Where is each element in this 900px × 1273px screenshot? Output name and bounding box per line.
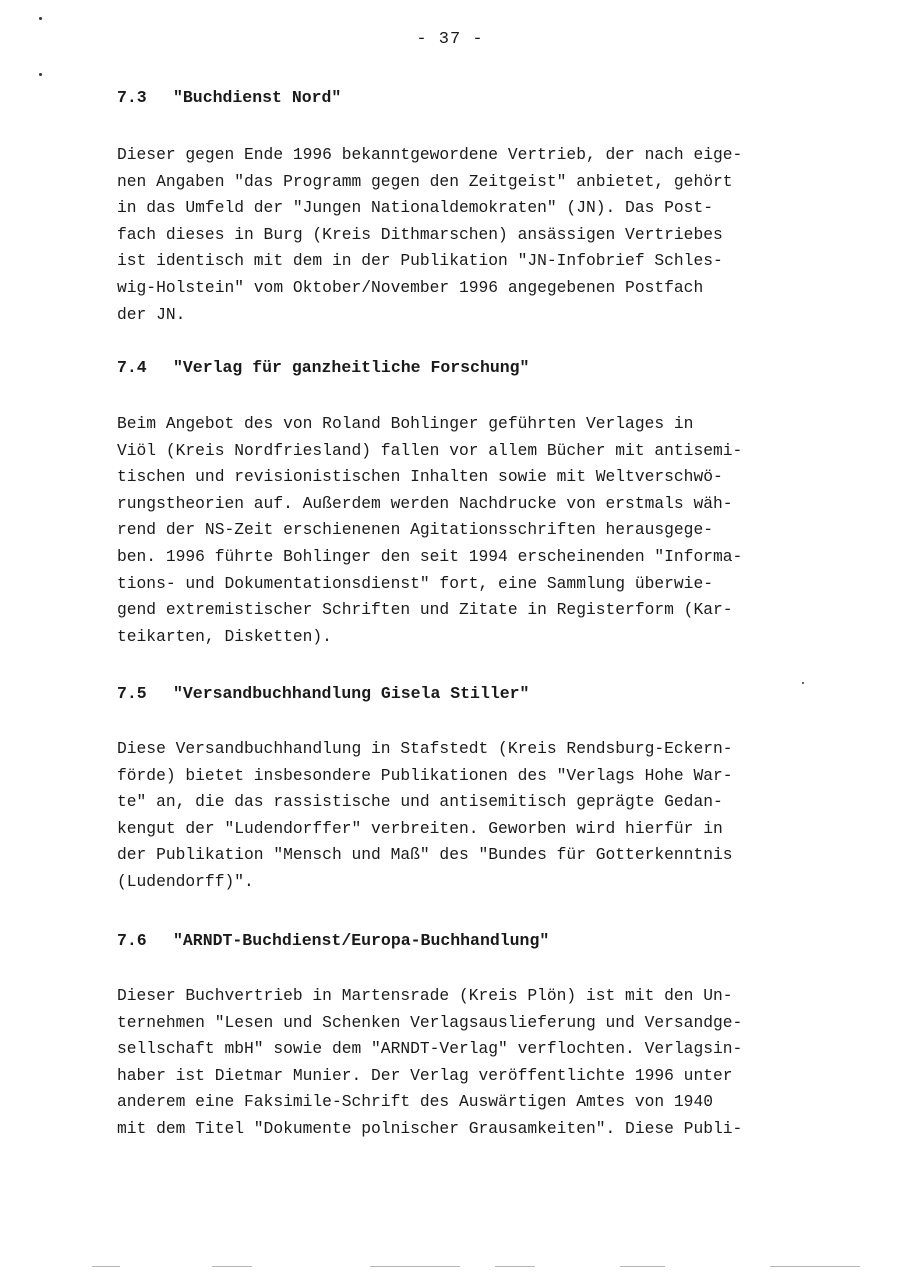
- text-line: tions- und Dokumentationsdienst" fort, eine Sammlung überwie-: [117, 573, 713, 593]
- section-heading-7-4: [117, 358, 529, 377]
- text-line: Beim Angebot des von Roland Bohlinger geführten Verlages in: [117, 414, 694, 433]
- text-line: rungstheorien auf. Außerdem werden Nachdrucke von erstmals wäh-: [117, 493, 733, 513]
- text-line: Viöl (Kreis Nordfriesland) fallen vor allem Bücher mit antisemi-: [117, 440, 743, 460]
- section-heading-7-3: [117, 88, 341, 107]
- text-line: gend extremistischer Schriften und Zitate in Registerform (Kar-: [117, 600, 733, 620]
- section-title: "Buchdienst Nord": [173, 88, 342, 107]
- scan-speck: [39, 73, 42, 76]
- paragraph-7-5: [117, 736, 857, 896]
- scan-speck: [39, 17, 42, 20]
- scan-edge-line: [370, 1266, 460, 1267]
- text-line: förde) bietet insbesondere Publikationen des "Verlags Hohe War-: [117, 765, 733, 785]
- text-line: ist identisch mit dem in der Publikation "JN-Infobrief Schles-: [117, 251, 723, 271]
- section-title: "Verlag für ganzheitliche Forschung": [173, 358, 530, 377]
- paragraph-7-6: [117, 983, 857, 1143]
- text-line: wig-Holstein" vom Oktober/November 1996 angegebenen Postfach: [117, 277, 704, 297]
- text-line: Dieser Buchvertrieb in Martensrade (Kreis Plön) ist mit den Un-: [117, 986, 733, 1005]
- scan-speck: [802, 682, 804, 684]
- scan-edge-line: [770, 1266, 860, 1267]
- text-line: Dieser gegen Ende 1996 bekanntgewordene Vertrieb, der nach eige-: [117, 145, 743, 164]
- text-line: mit dem Titel "Dokumente polnischer Grausamkeiten". Diese Publi-: [117, 1118, 743, 1138]
- section-heading-7-6: [117, 931, 549, 950]
- section-number: 7.3: [117, 88, 147, 107]
- text-line: (Ludendorff)".: [117, 871, 254, 891]
- scan-edge-line: [620, 1266, 665, 1267]
- text-line: ben. 1996 führte Bohlinger den seit 1994 erscheinenden "Informa-: [117, 546, 743, 566]
- section-number: 7.4: [117, 358, 147, 377]
- text-line: nen Angaben "das Programm gegen den Zeitgeist" anbietet, gehört: [117, 171, 733, 191]
- text-line: kengut der "Ludendorffer" verbreiten. Geworben wird hierfür in: [117, 818, 723, 838]
- section-heading-7-5: [117, 684, 529, 703]
- text-line: tischen und revisionistischen Inhalten sowie mit Weltverschwö-: [117, 467, 723, 487]
- text-line: anderem eine Faksimile-Schrift des Auswärtigen Amtes von 1940: [117, 1092, 713, 1112]
- text-line: ternehmen "Lesen und Schenken Verlagsauslieferung und Versandge-: [117, 1012, 743, 1032]
- scan-edge-line: [495, 1266, 535, 1267]
- section-title: "Versandbuchhandlung Gisela Stiller": [173, 684, 530, 703]
- section-title: "ARNDT-Buchdienst/Europa-Buchhandlung": [173, 931, 550, 950]
- text-line: sellschaft mbH" sowie dem "ARNDT-Verlag" verflochten. Verlagsin-: [117, 1039, 743, 1059]
- text-line: haber ist Dietmar Munier. Der Verlag veröffentlichte 1996 unter: [117, 1065, 733, 1085]
- text-line: in das Umfeld der "Jungen Nationaldemokraten" (JN). Das Post-: [117, 198, 713, 218]
- text-line: fach dieses in Burg (Kreis Dithmarschen) ansässigen Vertriebes: [117, 224, 723, 244]
- section-number: 7.5: [117, 684, 147, 703]
- text-line: der JN.: [117, 304, 186, 324]
- paragraph-7-4: [117, 411, 857, 650]
- section-number: 7.6: [117, 931, 147, 950]
- text-line: rend der NS-Zeit erschienenen Agitationsschriften herausgege-: [117, 520, 713, 540]
- text-line: te" an, die das rassistische und antisemitisch geprägte Gedan-: [117, 792, 723, 812]
- paragraph-7-3: [117, 142, 857, 328]
- text-line: Diese Versandbuchhandlung in Stafstedt (Kreis Rendsburg-Eckern-: [117, 739, 733, 758]
- text-line: teikarten, Disketten).: [117, 626, 332, 646]
- page-number: - 37 -: [416, 30, 484, 49]
- text-line: der Publikation "Mensch und Maß" des "Bundes für Gotterkenntnis: [117, 845, 733, 865]
- scan-edge-line: [92, 1266, 120, 1267]
- scan-edge-line: [212, 1266, 252, 1267]
